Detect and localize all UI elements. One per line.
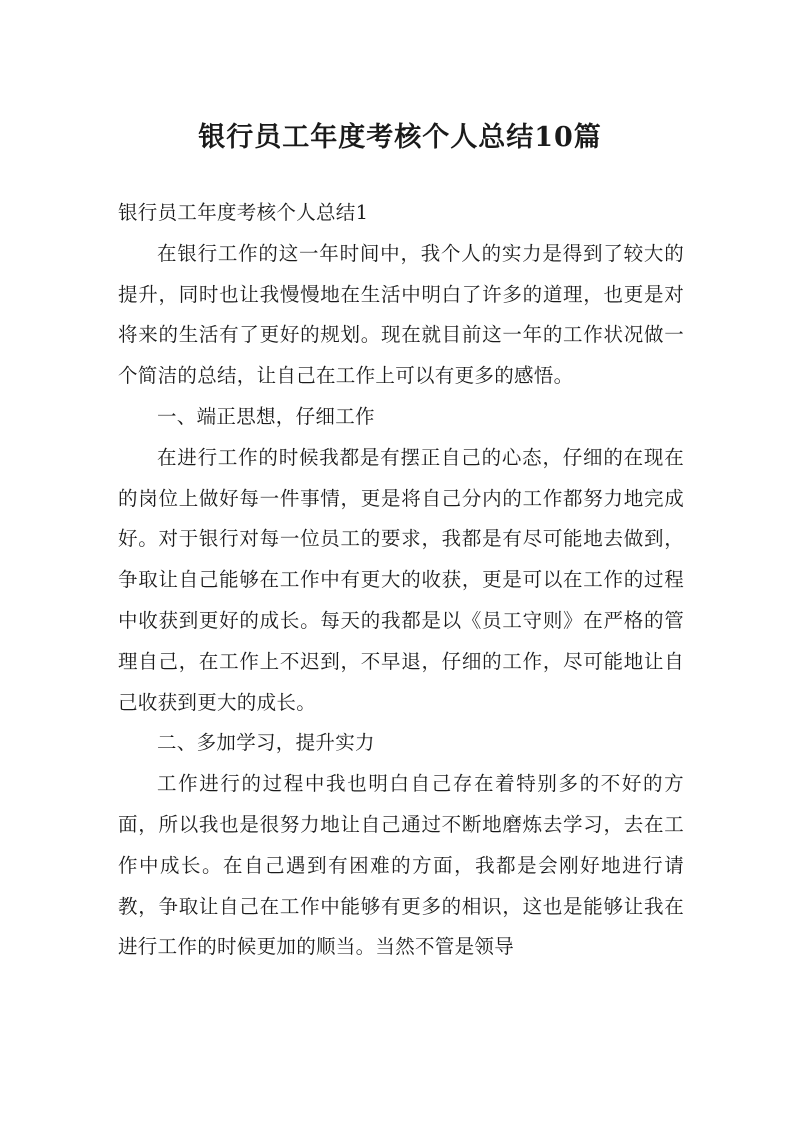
section-subtitle: 银行员工年度考核个人总结1 [118, 201, 369, 224]
document-body [118, 193, 684, 968]
document-title: 银行员工年度考核个人总结10篇 [198, 122, 602, 153]
paragraph-section-2: 工作进行的过程中我也明白自己存在着特别多的不好的方面，所以我也是很努力地让自己通过不断地磨炼去学习，去在工作中成长。在自己遇到有困难的方面，我都是会刚好地进行请教，争取让自己在工作中能够有更多的相识，这也是能够让我在进行工作的时候更加的顺当。当然不管是领导 [118, 772, 684, 959]
paragraph-section-1: 在进行工作的时候我都是有摆正自己的心态，仔细的在现在的岗位上做好每一件事情，更是将自己分内的工作都努力地完成好。对于银行对每一位员工的要求，我都是有尽可能地去做到，争取让自己能够在工作中有更大的收获，更是可以在工作的过程中收获到更好的成长。每天的我都是以《员工守则》在严格的管理自己，在工作上不迟到，不早退，仔细的工作，尽可能地让自己收获到更大的成长。 [118, 445, 684, 714]
paragraph-intro: 在银行工作的这一年时间中，我个人的实力是得到了较大的提升，同时也让我慢慢地在生活中明白了许多的道理，也更是对将来的生活有了更好的规划。现在就目前这一年的工作状况做一个简洁的总结，让自己在工作上可以有更多的感悟。 [118, 241, 684, 388]
section-heading-2: 二、多加学习，提升实力 [157, 731, 375, 755]
section-heading-1: 一、端正思想，仔细工作 [157, 404, 375, 428]
